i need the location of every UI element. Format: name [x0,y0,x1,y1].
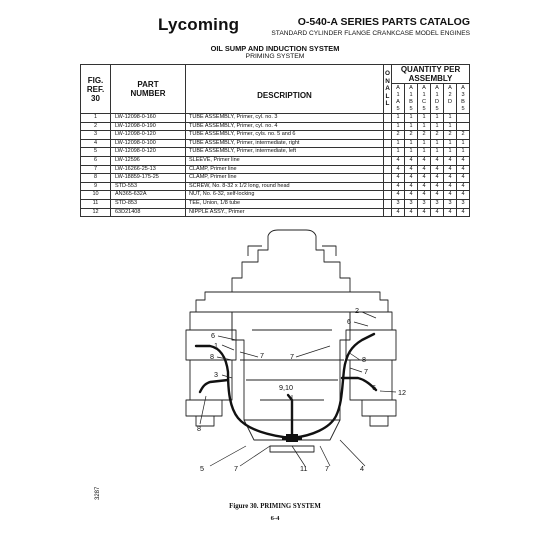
cell-quantity: 4 [444,165,457,174]
cell-quantity: 4 [405,174,418,183]
cell-quantity: 3 [431,199,444,208]
cell-quantity: 4 [392,191,405,200]
cell-quantity: 1 [431,139,444,148]
cell-quantity: 4 [444,156,457,165]
cell-quantity: 1 [457,148,470,157]
cell-quantity: 1 [431,114,444,123]
cell-fig-ref: 3 [81,131,111,140]
cell-description: SCREW, No. 8-32 x 1/2 long, round head [186,182,384,191]
cell-fig-ref: 1 [81,114,111,123]
primer-tee [282,434,302,442]
callout-8: 8 [210,352,214,361]
cell-fig-ref: 11 [81,199,111,208]
cell-quantity: 1 [392,114,405,123]
primer-line-right [292,334,374,438]
cell-quantity: 4 [431,165,444,174]
primer-line-left-lower [200,380,228,392]
cell-quantity: 4 [392,165,405,174]
cell-quantity: 4 [405,156,418,165]
cell-quantity: 3 [392,199,405,208]
cell-part-number: AN365-632A [111,191,186,200]
callout-1: 1 [214,341,218,350]
section-title: OIL SUMP AND INDUCTION SYSTEM [210,44,340,53]
cell-quantity: 2 [457,131,470,140]
page-number: 6-4 [270,515,280,522]
cell-description: TUBE ASSEMBLY, Primer, intermediate, right [186,139,384,148]
cell-quantity: 4 [444,182,457,191]
cell-quantity: 3 [444,199,457,208]
cell-fig-ref: 4 [81,139,111,148]
callout-5: 5 [200,464,204,473]
figure-side-code: 3287 [95,486,101,500]
catalog-title: O-540-A SERIES PARTS CATALOG [297,16,470,28]
cell-quantity: 4 [431,191,444,200]
callout-7: 7 [260,351,264,360]
cell-quantity: 1 [405,122,418,131]
header-model-column: A 2 D [444,84,457,114]
cell-quantity: 4 [418,156,431,165]
cell-quantity: 1 [444,139,457,148]
cell-quantity: 4 [457,156,470,165]
cell-quantity: 4 [418,191,431,200]
cell-quantity: 3 [418,199,431,208]
cell-part-number: 63D21408 [111,208,186,217]
cell-quantity: 1 [431,122,444,131]
cell-description: NIPPLE ASSY., Primer [186,208,384,217]
header-on-all: O N A L L [384,65,392,114]
cell-quantity: 1 [444,148,457,157]
cell-part-number: LW-12098-0-160 [111,114,186,123]
cell-description: TUBE ASSEMBLY, Primer, cyls. no. 5 and 6 [186,131,384,140]
cell-quantity: 4 [405,208,418,217]
cell-description: TUBE ASSEMBLY, Primer, cyl. no. 4 [186,122,384,131]
header-fig-ref: FIG. REF. 30 [81,65,111,114]
callout-7: 7 [290,352,294,361]
cell-quantity: 2 [431,131,444,140]
cell-quantity: 4 [457,182,470,191]
cell-quantity: 4 [457,174,470,183]
cell-part-number: LW-12098-0-100 [111,139,186,148]
cell-quantity: 4 [431,174,444,183]
cell-quantity: 1 [392,139,405,148]
cell-fig-ref: 12 [81,208,111,217]
primer-line-right-lower [342,378,376,390]
header-model-column: A 1 C 5 [418,84,431,114]
header-model-column: A 1 D 5 [431,84,444,114]
callout-12: 12 [398,388,406,397]
header-model-column: A 1 B 5 [405,84,418,114]
cell-part-number: LW-12098-0-190 [111,122,186,131]
cell-quantity: 4 [405,182,418,191]
callout-7: 7 [234,464,238,473]
cell-quantity: 4 [418,174,431,183]
cell-fig-ref: 8 [81,174,111,183]
cell-quantity: 1 [444,114,457,123]
callout-8: 8 [197,424,201,433]
cell-fig-ref: 7 [81,165,111,174]
cell-description: TUBE ASSEMBLY, Primer, cyl. no. 3 [186,114,384,123]
cell-quantity: 4 [431,182,444,191]
cell-part-number: STD-553 [111,182,186,191]
callout-9-10: 9,10 [279,383,293,392]
header-quantity-per-assembly: QUANTITY PER ASSEMBLY [392,65,470,84]
cell-quantity: 4 [457,191,470,200]
cell-quantity: 3 [405,199,418,208]
cell-description: CLAMP, Primer line [186,174,384,183]
cell-part-number: LW-12098-0-120 [111,131,186,140]
callout-6: 6 [372,383,376,392]
cell-quantity: 4 [444,208,457,217]
cell-quantity: 4 [431,156,444,165]
cell-quantity: 1 [444,122,457,131]
cell-part-number: LW-12596 [111,156,186,165]
cell-quantity: 4 [405,191,418,200]
cell-quantity: 2 [418,131,431,140]
cell-quantity: 2 [444,131,457,140]
callout-3: 3 [214,370,218,379]
cell-quantity: 1 [431,148,444,157]
cell-quantity: 2 [392,131,405,140]
cell-quantity: 1 [392,148,405,157]
cell-description: CLAMP, Primer line [186,165,384,174]
header-model-column: A 3 B 5 [457,84,470,114]
cell-description: NUT, No. 6-32, self-locking [186,191,384,200]
cell-quantity: 4 [418,208,431,217]
cell-quantity: 4 [392,174,405,183]
cell-quantity: 4 [457,208,470,217]
cell-description: TUBE ASSEMBLY, Primer, intermediate, left [186,148,384,157]
cell-fig-ref: 2 [81,122,111,131]
callout-8: 8 [362,355,366,364]
cell-fig-ref: 9 [81,182,111,191]
cell-quantity: 1 [418,114,431,123]
cell-quantity: 1 [418,122,431,131]
cell-quantity: 4 [444,191,457,200]
header-description: DESCRIPTION [186,65,384,114]
cell-quantity: 1 [418,148,431,157]
header-part-number: PART NUMBER [111,65,186,114]
cell-fig-ref: 6 [81,156,111,165]
callout-6: 6 [211,331,215,340]
cell-quantity: 1 [457,139,470,148]
cell-quantity: 4 [392,182,405,191]
brand-name: Lycoming [158,15,240,34]
cell-quantity: 1 [418,139,431,148]
cell-quantity: 4 [405,165,418,174]
section-subtitle: PRIMING SYSTEM [245,53,305,60]
cell-quantity: 1 [405,114,418,123]
cell-quantity: 4 [392,156,405,165]
cell-quantity: 1 [405,148,418,157]
catalog-subtitle: STANDARD CYLINDER FLANGE CRANKCASE MODEL ENGINES [271,30,470,37]
cell-fig-ref: 10 [81,191,111,200]
cell-quantity: 2 [405,131,418,140]
callout-7: 7 [364,367,368,376]
callout-7: 7 [325,464,329,473]
cell-quantity: 4 [431,208,444,217]
cell-part-number: LW-12098-0-120 [111,148,186,157]
cell-quantity: 4 [444,174,457,183]
primer-line-center [288,395,292,438]
cell-quantity: 4 [457,165,470,174]
callout-11: 11 [300,464,308,473]
cell-quantity: 3 [457,199,470,208]
cell-part-number: STD-853 [111,199,186,208]
cell-quantity: 1 [392,122,405,131]
callout-2: 2 [355,306,359,315]
cell-description: SLEEVE, Primer line [186,156,384,165]
header-model-column: A 1 A 5 [392,84,405,114]
cell-part-number: LW-16266-25-13 [111,165,186,174]
cell-fig-ref: 5 [81,148,111,157]
callout-6: 6 [347,317,351,326]
cell-quantity: 4 [392,208,405,217]
cell-quantity: 4 [418,182,431,191]
callout-4: 4 [360,464,364,473]
cell-quantity: 4 [418,165,431,174]
figure-caption: Figure 30. PRIMING SYSTEM [229,503,321,510]
cell-part-number: LW-18859-175-25 [111,174,186,183]
cell-quantity: 1 [405,139,418,148]
cell-description: TEE, Union, 1/8 tube [186,199,384,208]
